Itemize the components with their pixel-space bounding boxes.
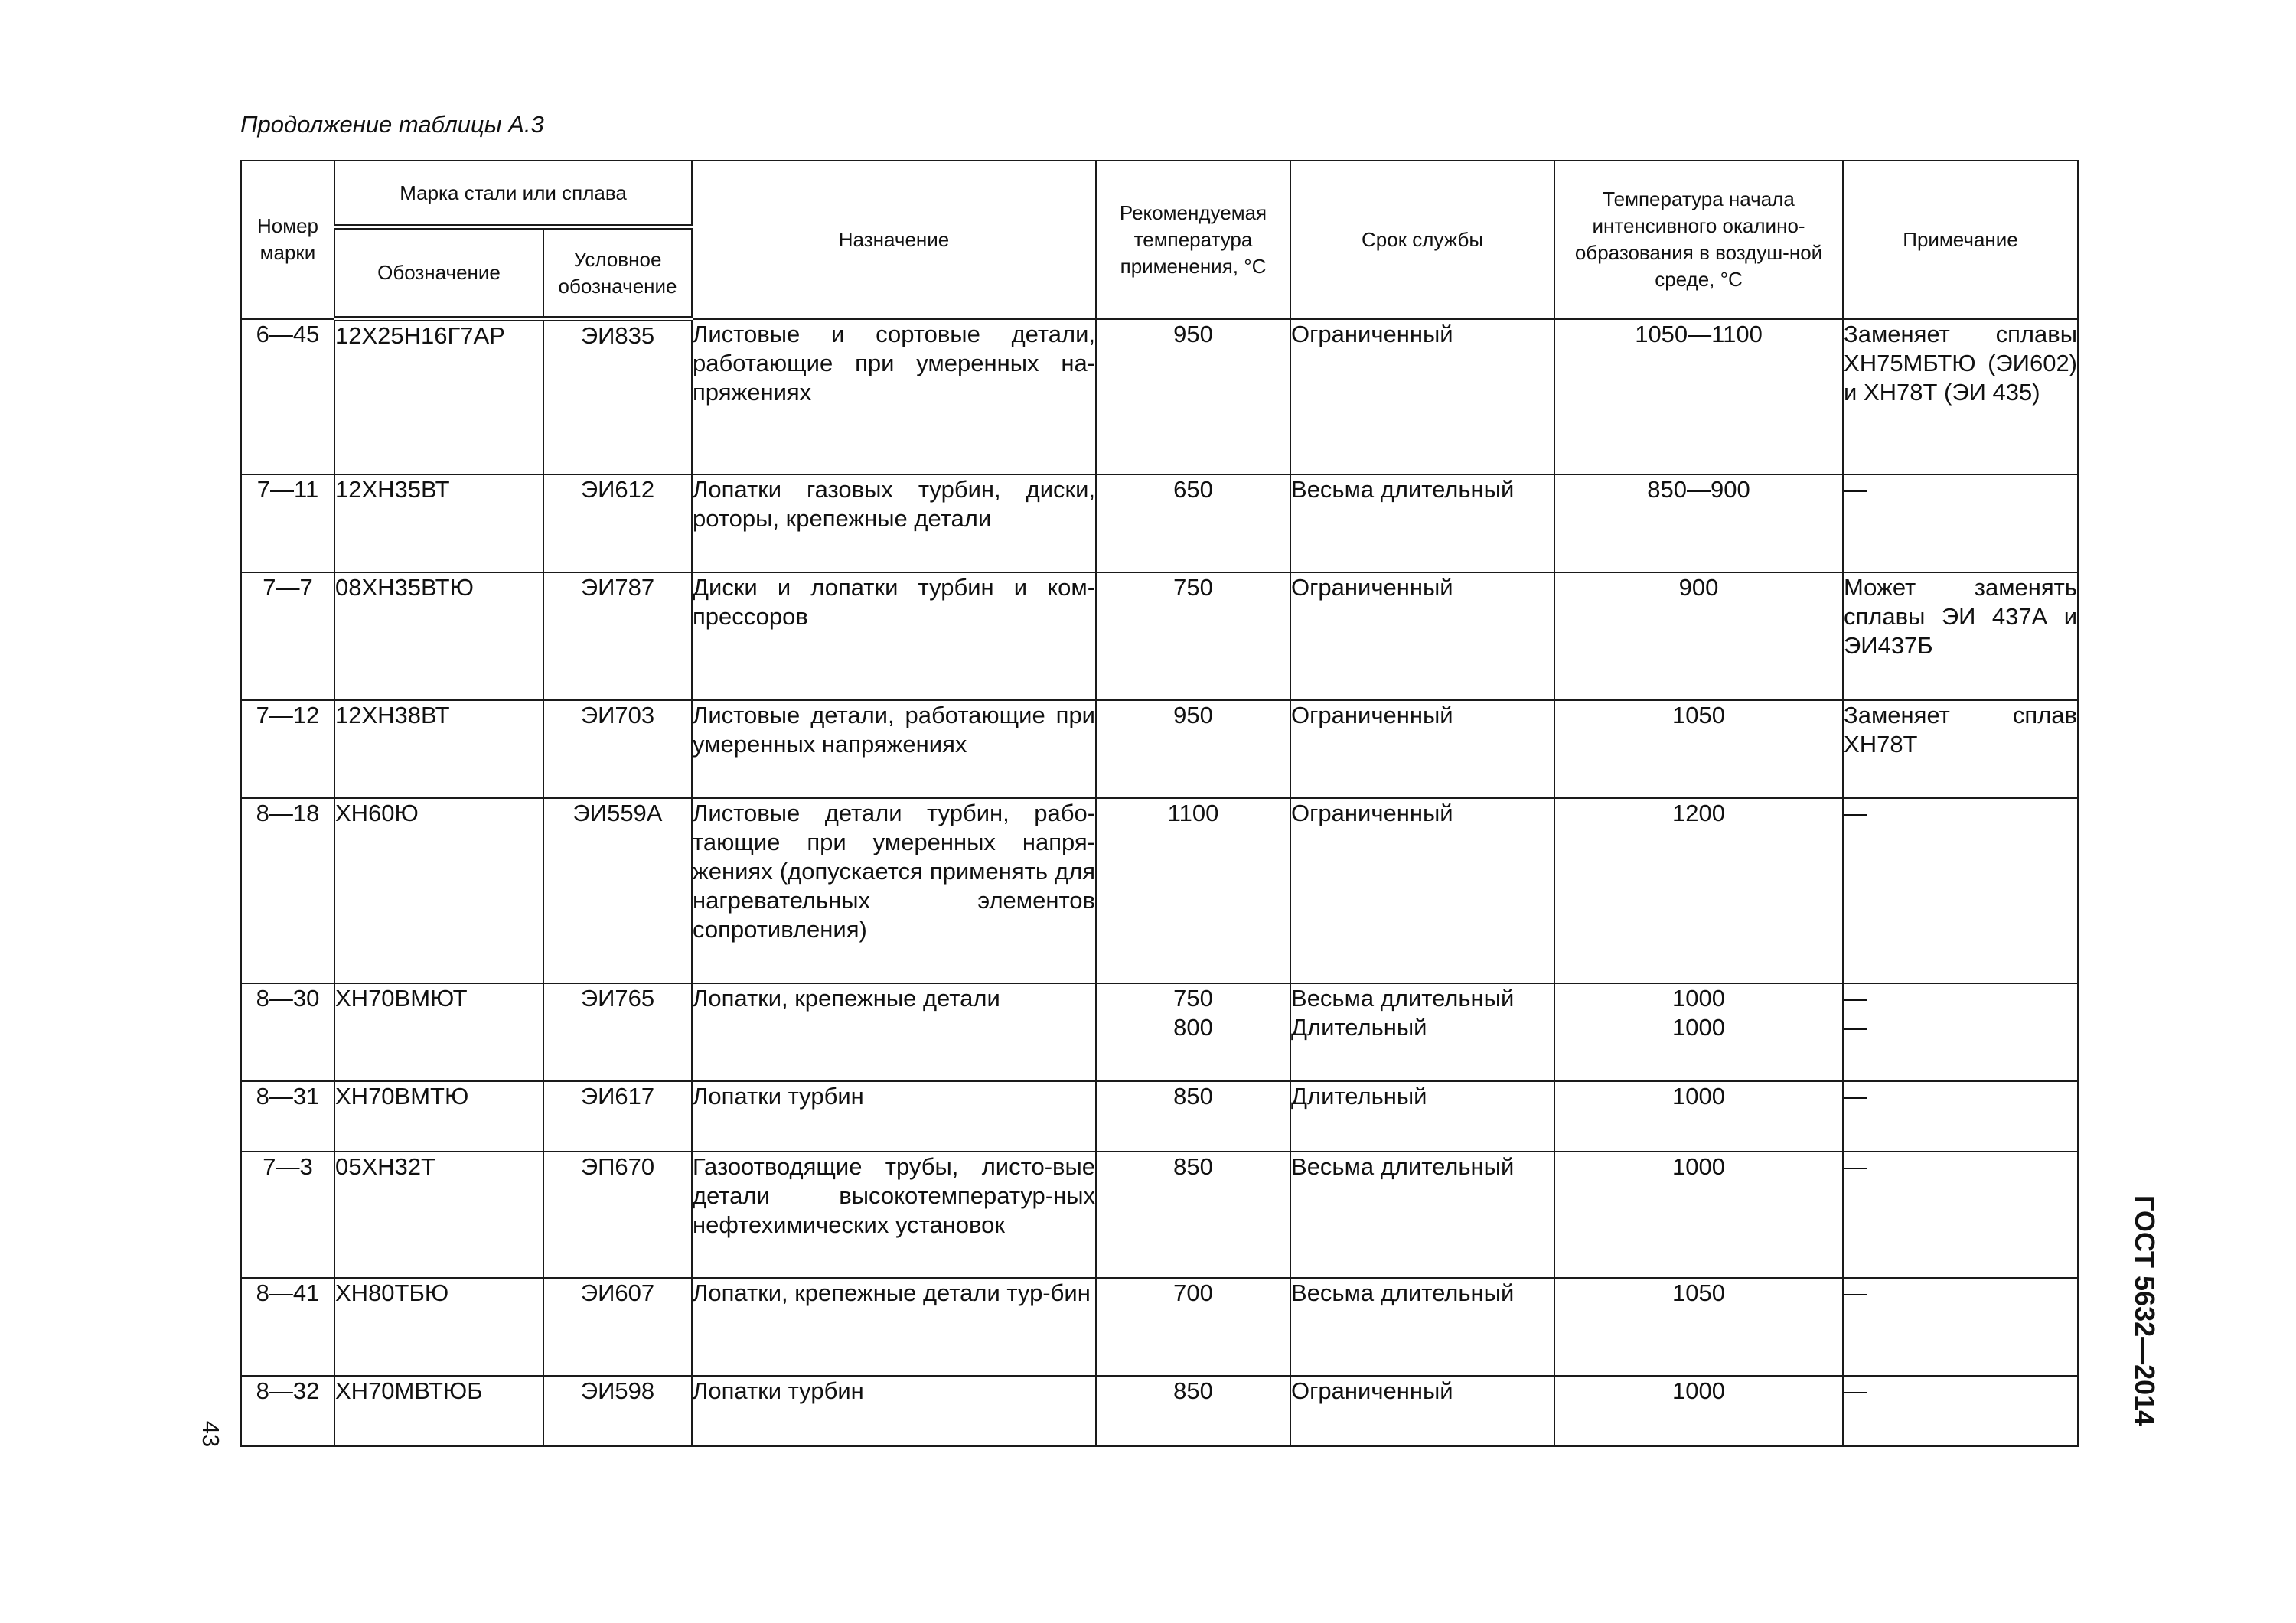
cell-scaling-temperature-line: 1000: [1672, 1377, 1725, 1404]
header-scaling-temperature: Температура начала интенсивного окалино-образования в воздуш-ной среде, °С: [1554, 161, 1843, 319]
cell-scaling-temperature: [1554, 1152, 1843, 1278]
cell-temperature: [1096, 1152, 1290, 1278]
cell-conventional: ЭИ612: [543, 474, 692, 572]
cell-designation: ХН70МВТЮБ: [334, 1376, 543, 1446]
cell-service-life: [1290, 1152, 1554, 1278]
table-header: [241, 161, 2078, 319]
table-row: [241, 1081, 2078, 1152]
cell-service-life-line: Весьма длительный: [1291, 1279, 1515, 1306]
cell-note-line: —: [1844, 1377, 1868, 1404]
cell-note: [1843, 798, 2078, 983]
cell-temperature-line: 950: [1173, 701, 1213, 728]
cell-designation: 05ХН32Т: [334, 1152, 543, 1278]
cell-scaling-temperature-line: 1200: [1672, 799, 1725, 826]
cell-scaling-temperature: [1554, 700, 1843, 798]
page-number: 43: [197, 1420, 225, 1448]
table-row: [241, 1376, 2078, 1446]
cell-scaling-temperature-line: 1000: [1672, 1152, 1725, 1180]
cell-service-life: [1290, 474, 1554, 572]
table-row: [241, 572, 2078, 700]
cell-scaling-temperature-line: 850—900: [1647, 475, 1750, 503]
cell-scaling-temperature: [1554, 1278, 1843, 1376]
cell-temperature-line: 700: [1173, 1279, 1213, 1306]
cell-number: 8—32: [241, 1376, 334, 1446]
cell-scaling-temperature: [1554, 319, 1843, 474]
cell-number: 6—45: [241, 319, 334, 474]
cell-note-line: Может заменять сплавы ЭИ 437А и ЭИ437Б: [1844, 573, 2078, 659]
cell-purpose: Листовые детали, работающие при умеренных напряжениях: [692, 700, 1096, 798]
cell-conventional: ЭИ607: [543, 1278, 692, 1376]
cell-service-life: [1290, 1278, 1554, 1376]
table-row: [241, 319, 2078, 474]
header-grade-group: Марка стали или сплава: [334, 161, 692, 227]
cell-service-life-line: Ограниченный: [1291, 320, 1453, 347]
cell-temperature: [1096, 1081, 1290, 1152]
cell-note: [1843, 700, 2078, 798]
cell-number: 8—30: [241, 983, 334, 1081]
header-note: Примечание: [1843, 161, 2078, 319]
cell-note-line: —: [1844, 1279, 1868, 1306]
cell-note: [1843, 572, 2078, 700]
cell-scaling-temperature: [1554, 983, 1843, 1081]
cell-temperature-line: 750: [1173, 984, 1213, 1012]
cell-note-line: —: [1844, 475, 1868, 503]
cell-service-life-line: Длительный: [1291, 1082, 1427, 1110]
cell-number: 7—7: [241, 572, 334, 700]
cell-scaling-temperature-line: 1000: [1672, 1013, 1725, 1041]
cell-conventional: ЭП670: [543, 1152, 692, 1278]
cell-note: [1843, 1278, 2078, 1376]
cell-scaling-temperature-line: 1000: [1672, 1082, 1725, 1110]
table-row: [241, 474, 2078, 572]
table-row: [241, 798, 2078, 983]
cell-note-line: Заменяет сплавы ХН75МБТЮ (ЭИ602) и ХН78Т (ЭИ 435): [1844, 320, 2078, 406]
cell-scaling-temperature: [1554, 1081, 1843, 1152]
cell-purpose: Лопатки турбин: [692, 1376, 1096, 1446]
cell-service-life-line: Весьма длительный: [1291, 475, 1515, 503]
cell-number: 7—12: [241, 700, 334, 798]
header-number: Номер марки: [241, 161, 334, 319]
cell-purpose: Лопатки турбин: [692, 1081, 1096, 1152]
cell-temperature: [1096, 1278, 1290, 1376]
cell-designation: ХН70ВМТЮ: [334, 1081, 543, 1152]
cell-note-line: Заменяет сплав ХН78Т: [1844, 701, 2078, 758]
cell-scaling-temperature-line: 1050—1100: [1635, 320, 1763, 347]
cell-purpose: Лопатки газовых турбин, диски, роторы, крепежные детали: [692, 474, 1096, 572]
cell-service-life: [1290, 319, 1554, 474]
cell-note: [1843, 1081, 2078, 1152]
cell-temperature: [1096, 983, 1290, 1081]
cell-number: 8—18: [241, 798, 334, 983]
cell-scaling-temperature-line: 900: [1678, 573, 1719, 601]
cell-temperature-line: 1100: [1167, 799, 1219, 826]
cell-scaling-temperature-line: 1050: [1672, 701, 1725, 728]
cell-conventional: ЭИ765: [543, 983, 692, 1081]
cell-note: [1843, 474, 2078, 572]
cell-temperature-line: 850: [1173, 1377, 1213, 1404]
cell-conventional: ЭИ617: [543, 1081, 692, 1152]
cell-designation: ХН70ВМЮТ: [334, 983, 543, 1081]
cell-service-life-line: Ограниченный: [1291, 799, 1453, 826]
cell-note: [1843, 319, 2078, 474]
cell-service-life: [1290, 798, 1554, 983]
cell-temperature: [1096, 572, 1290, 700]
cell-designation: 12Х25Н16Г7АР: [334, 319, 543, 474]
cell-scaling-temperature: [1554, 1376, 1843, 1446]
cell-designation: 08ХН35ВТЮ: [334, 572, 543, 700]
header-purpose: Назначение: [692, 161, 1096, 319]
cell-number: 8—31: [241, 1081, 334, 1152]
cell-service-life: [1290, 700, 1554, 798]
cell-purpose: Газоотводящие трубы, листо-вые детали высокотемператур-ных нефтехимических установок: [692, 1152, 1096, 1278]
cell-scaling-temperature-line: 1000: [1672, 984, 1725, 1012]
cell-temperature-line: 850: [1173, 1152, 1213, 1180]
cell-service-life: [1290, 572, 1554, 700]
cell-note: [1843, 1376, 2078, 1446]
header-designation: Обозначение: [334, 227, 543, 319]
cell-temperature-line: 650: [1173, 475, 1213, 503]
alloy-table: [240, 160, 2079, 1447]
header-conventional: Условное обозначение: [543, 227, 692, 319]
cell-conventional: ЭИ559А: [543, 798, 692, 983]
cell-temperature: [1096, 1376, 1290, 1446]
standard-code: ГОСТ 5632—2014: [2129, 1195, 2161, 1426]
table-row: [241, 983, 2078, 1081]
table-row: [241, 1278, 2078, 1376]
cell-purpose: Листовые детали турбин, рабо-тающие при умеренных напря-жениях (допускается применять для нагревательных элементов сопротивления): [692, 798, 1096, 983]
cell-note-line: —: [1844, 1013, 1868, 1041]
cell-temperature-line: 950: [1173, 320, 1213, 347]
cell-conventional: ЭИ703: [543, 700, 692, 798]
cell-note-line: —: [1844, 984, 1868, 1012]
cell-service-life-line: Длительный: [1291, 1013, 1427, 1041]
table-caption: Продолжение таблицы А.3: [240, 111, 544, 138]
cell-note: [1843, 1152, 2078, 1278]
cell-conventional: ЭИ598: [543, 1376, 692, 1446]
table-row: [241, 700, 2078, 798]
cell-service-life-line: Ограниченный: [1291, 573, 1453, 601]
header-service-life: Срок службы: [1290, 161, 1554, 319]
header-temperature: Рекомендуемая температура применения, °С: [1096, 161, 1290, 319]
cell-purpose: Лопатки, крепежные детали: [692, 983, 1096, 1081]
table-body: [241, 319, 2078, 1446]
cell-designation: 12ХН38ВТ: [334, 700, 543, 798]
cell-temperature: [1096, 700, 1290, 798]
cell-temperature-line: 850: [1173, 1082, 1213, 1110]
cell-note: [1843, 983, 2078, 1081]
cell-temperature-line: 750: [1173, 573, 1213, 601]
cell-scaling-temperature: [1554, 798, 1843, 983]
cell-scaling-temperature: [1554, 572, 1843, 700]
cell-temperature: [1096, 319, 1290, 474]
cell-service-life: [1290, 1081, 1554, 1152]
cell-conventional: ЭИ787: [543, 572, 692, 700]
cell-temperature: [1096, 474, 1290, 572]
cell-designation: 12ХН35ВТ: [334, 474, 543, 572]
cell-service-life: [1290, 1376, 1554, 1446]
cell-number: 7—3: [241, 1152, 334, 1278]
cell-temperature: [1096, 798, 1290, 983]
cell-service-life-line: Ограниченный: [1291, 701, 1453, 728]
cell-service-life: [1290, 983, 1554, 1081]
cell-note-line: —: [1844, 1082, 1868, 1110]
table-row: [241, 1152, 2078, 1278]
cell-service-life-line: Ограниченный: [1291, 1377, 1453, 1404]
cell-scaling-temperature-line: 1050: [1672, 1279, 1725, 1306]
cell-note-line: —: [1844, 1152, 1868, 1180]
cell-temperature-line: 800: [1173, 1013, 1213, 1041]
cell-service-life-line: Весьма длительный: [1291, 984, 1515, 1012]
cell-designation: ХН80ТБЮ: [334, 1278, 543, 1376]
cell-purpose: Диски и лопатки турбин и ком-прессоров: [692, 572, 1096, 700]
cell-purpose: Лопатки, крепежные детали тур-бин: [692, 1278, 1096, 1376]
cell-service-life-line: Весьма длительный: [1291, 1152, 1515, 1180]
cell-note-line: —: [1844, 799, 1868, 826]
cell-scaling-temperature: [1554, 474, 1843, 572]
cell-number: 8—41: [241, 1278, 334, 1376]
cell-number: 7—11: [241, 474, 334, 572]
cell-purpose: Листовые и сортовые детали, работающие при умеренных на-пряжениях: [692, 319, 1096, 474]
cell-conventional: ЭИ835: [543, 319, 692, 474]
cell-designation: ХН60Ю: [334, 798, 543, 983]
